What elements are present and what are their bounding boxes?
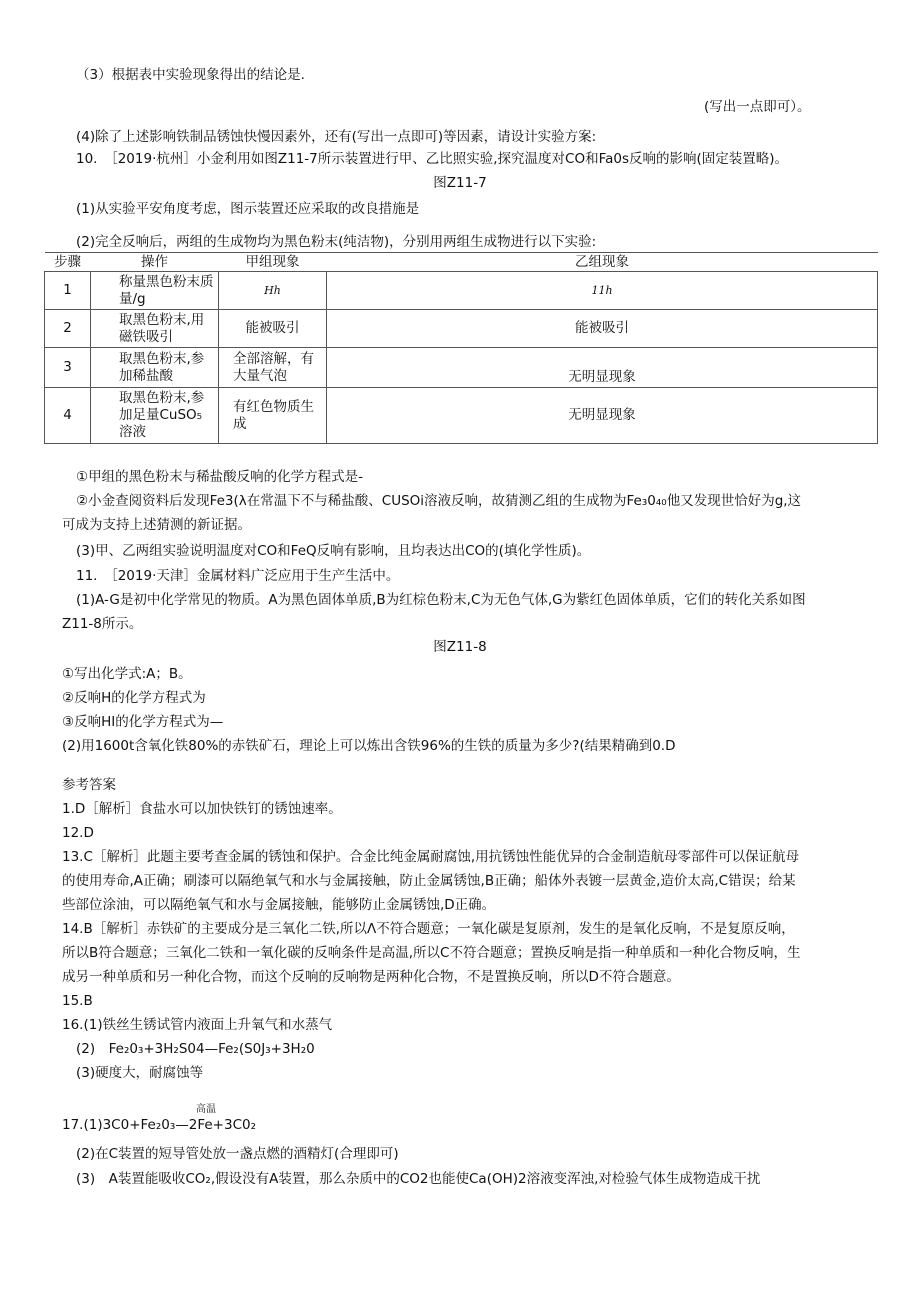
sub-question-2-line-2: 可成为支持上述猜测的新证据。 xyxy=(62,517,251,533)
cell-group-a: 能被吸引 xyxy=(219,310,327,348)
question-10-part-1: (1)从实验平安角度考虑，图示装置还应采取的改良措施是 xyxy=(76,201,420,217)
answer-17-part-1: 17.(1)3C0+Fe₂0₃—2Fe+3C0₂ xyxy=(62,1117,257,1133)
cell-operation: 取黑色粉末,参加稀盐酸 xyxy=(91,348,219,388)
question-4: (4)除了上述影响铁制品锈蚀快慢因素外，还有(写出一点即可)等因素，请设计实验方案: xyxy=(76,129,597,145)
header-operation: 操作 xyxy=(91,253,219,272)
reaction-condition-high-temp: 高温 xyxy=(196,1104,216,1115)
question-3-tail: (写出一点即可）。 xyxy=(704,99,811,115)
cell-step: 1 xyxy=(45,272,91,310)
question-11-part-1-line-2: Z11-8所示。 xyxy=(62,616,143,632)
table-row xyxy=(45,388,878,444)
cell-group-a: 全部溶解，有大量气泡 xyxy=(219,348,327,388)
cell-operation: 取黑色粉末,用磁铁吸引 xyxy=(91,310,219,348)
answer-13-line-3: 些部位涂油，可以隔绝氧气和水与金属接触，能够防止金属锈蚀,D正确。 xyxy=(62,897,496,913)
cell-step: 2 xyxy=(45,310,91,348)
question-10-part-2: (2)完全反响后，两组的生成物均为黑色粉末(纯洁物)，分别用两组生成物进行以下实验: xyxy=(76,234,597,250)
answers-title: 参考答案 xyxy=(62,777,116,793)
question-11-sub-2: ②反响H的化学方程式为 xyxy=(62,690,206,706)
question-11-part-1-line-1: (1)A-G是初中化学常见的物质。A为黑色固体单质,B为红棕色粉末,C为无色气体,G为紫红色固体单质，它们的转化关系如图 xyxy=(76,592,806,608)
answer-15: 15.B xyxy=(62,993,93,1009)
header-step: 步骤 xyxy=(45,253,91,272)
experiment-table xyxy=(44,252,878,444)
sub-question-1: ①甲组的黑色粉末与稀盐酸反响的化学方程式是- xyxy=(76,469,363,485)
header-group-a: 甲组现象 xyxy=(219,253,327,272)
answer-12: 12.D xyxy=(62,825,94,841)
answer-16-part-3: (3)硬度大，耐腐蚀等 xyxy=(76,1065,204,1081)
question-3: （3）根据表中实验现象得出的结论是. xyxy=(76,67,305,83)
answer-17-part-3: (3) A装置能吸收CO₂,假设没有A装置，那么杂质中的CO2也能使Ca(OH)2溶液变浑浊,对检验气体生成物造成干扰 xyxy=(76,1171,761,1187)
answer-14-line-3: 成另一种单质和另一种化合物，而这个反响的反响物是两种化合物，不是置换反响，所以D不符合题意。 xyxy=(62,969,680,985)
cell-group-b: 能被吸引 xyxy=(327,310,878,348)
sub-question-2-line-1: ②小金查阅资料后发现Fe3(λ在常温下不与稀盐酸、CUSOi溶液反响，故猜测乙组的生成物为Fe₃0₄₀他又发现世恰好为g,这 xyxy=(76,493,802,509)
question-11-sub-1: ①写出化学式:A；B。 xyxy=(62,666,192,682)
question-11-stem: 11. ［2019·天津］金属材料广泛应用于生产生活中。 xyxy=(76,568,400,584)
answer-16-part-1: 16.(1)铁丝生锈试管内液面上升氧气和水蒸气 xyxy=(62,1017,333,1033)
table-row xyxy=(45,272,878,310)
answer-17-part-2: (2)在C装置的短导管处放一盏点燃的酒精灯(合理即可) xyxy=(76,1146,399,1162)
table-row xyxy=(45,310,878,348)
answer-13-line-1: 13.C［解析］此题主要考查金属的锈蚀和保护。合金比纯金属耐腐蚀,用抗锈蚀性能优异的合金制造航母零部件可以保证航母 xyxy=(62,849,800,865)
figure-caption-z11-8: 图Z11-8 xyxy=(433,639,487,655)
question-11-part-2: (2)用1600t含氧化铁80%的赤铁矿石，理论上可以炼出含铁96%的生铁的质量为多少?(结果精确到0.D xyxy=(62,738,676,754)
question-10-stem: 10. ［2019·杭州］小金利用如图Z11-7所示装置进行甲、乙比照实验,探究温度对CO和Fa0s反响的影响(固定装置略)。 xyxy=(76,151,789,167)
answer-14-line-2: 所以B符合题意；三氧化二铁和一氧化碳的反响条件是高温,所以C不符合题意；置换反响是指一种单质和一种化合物反响，生 xyxy=(62,945,801,961)
cell-group-a: 有红色物质生成 xyxy=(219,388,327,444)
answer-16-part-2: (2) Fe₂0₃+3H₂S04—Fe₂(S0J₃+3H₂0 xyxy=(76,1041,315,1057)
figure-caption-z11-7: 图Z11-7 xyxy=(433,175,487,191)
header-group-b: 乙组现象 xyxy=(327,253,878,272)
table-header-row xyxy=(45,253,878,272)
cell-group-a: Hh xyxy=(219,272,327,310)
question-10-part-3: (3)甲、乙两组实验说明温度对CO和FeQ反响有影响，且均表达出CO的(填化学性质)。 xyxy=(76,543,591,559)
cell-group-b: 11h xyxy=(327,272,878,310)
answer-13-line-2: 的使用寿命,A正确；刷漆可以隔绝氧气和水与金属接触，防止金属锈蚀,B正确；船体外表镀一层黄金,造价太高,C错误；给某 xyxy=(62,873,796,889)
table-row xyxy=(45,348,878,388)
answer-14-line-1: 14.B［解析］赤铁矿的主要成分是三氧化二铁,所以Λ不符合题意；一氧化碳是复原剂，发生的是氧化反响，不是复原反响， xyxy=(62,921,795,937)
question-11-sub-3: ③反响HI的化学方程式为— xyxy=(62,714,224,730)
cell-step: 4 xyxy=(45,388,91,444)
cell-group-b: 无明显现象 xyxy=(327,388,878,444)
answer-1: 1.D［解析］食盐水可以加快铁钉的锈蚀速率。 xyxy=(62,801,342,817)
cell-operation: 称量黑色粉末质量/g xyxy=(91,272,219,310)
cell-operation: 取黑色粉末,参加足量CuSO₅溶液 xyxy=(91,388,219,444)
cell-group-b: 无明显现象 xyxy=(327,348,878,388)
cell-step: 3 xyxy=(45,348,91,388)
